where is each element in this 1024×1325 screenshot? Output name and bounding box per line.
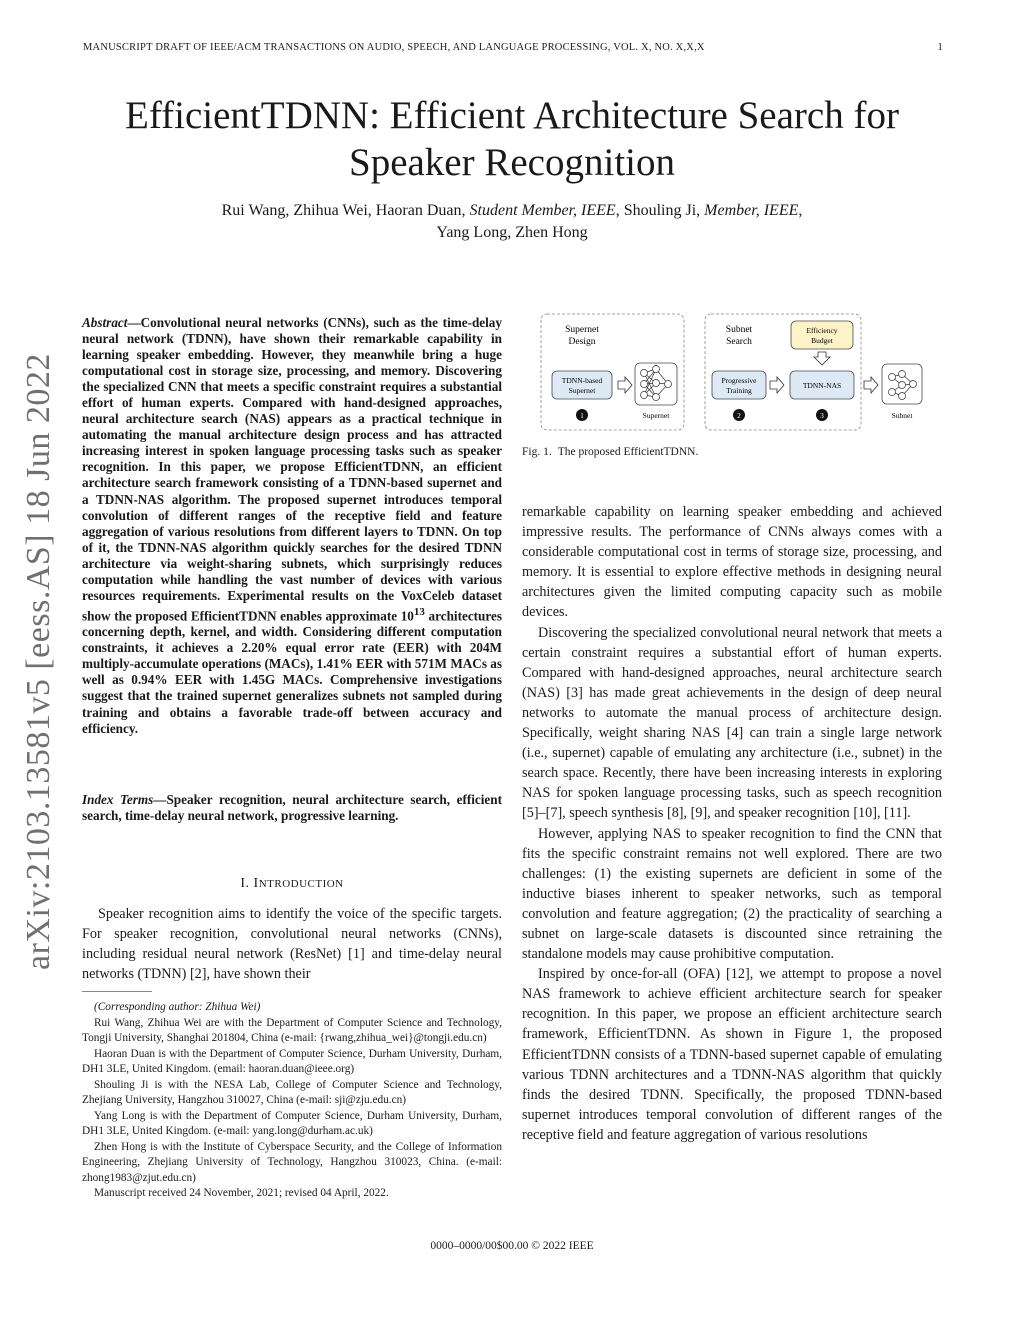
index-terms xyxy=(82,792,502,824)
author-role-1: Student Member, IEEE xyxy=(469,202,616,219)
supernet-output-label: Supernet xyxy=(642,411,670,420)
tdnn-nas-label: TDNN-NAS xyxy=(802,381,842,390)
footnote-affil-4: Yang Long is with the Department of Computer Science, Durham University, Durham, DH1 3LE, United Kingdom. (e-mail: yang.long@durham.ac.uk) xyxy=(82,1109,502,1137)
copyright-footer: 0000–0000/00$00.00 © 2022 IEEE xyxy=(430,1240,594,1252)
author-list xyxy=(60,200,964,244)
footnote-affil-5: Zhen Hong is with the Institute of Cyberspace Security, and the College of Information Engineering, Zhejiang University of Technology, Hangzhou 310023, China. (e-mail: zhong1983@zjut.edu.cn) xyxy=(82,1140,502,1184)
supernet-design-label-2: Design xyxy=(568,337,596,347)
authors-part-3: , xyxy=(798,202,803,219)
intro-text: Speaker recognition aims to identify the voice of the specific targets. For speaker recognition, convolutional neural networks (CNNs), including residual neural network (ResNet) [1] and time-delay neural networks (TDNN) [2], have shown their xyxy=(82,906,502,983)
authors-line-2: Yang Long, Zhen Hong xyxy=(436,224,588,241)
step-2-label: 2 xyxy=(737,411,741,420)
figure-1-diagram xyxy=(540,313,870,441)
intro-paragraph xyxy=(82,904,502,984)
figure-caption xyxy=(522,446,698,458)
tdnn-based-label-1: TDNN-based xyxy=(561,376,603,385)
arrow-right-icon xyxy=(618,377,632,393)
arrow-right-icon xyxy=(864,377,878,393)
step-1-label: 1 xyxy=(580,411,584,420)
page-number: 1 xyxy=(937,42,943,53)
section-rest: NTRODUCTION xyxy=(258,878,344,890)
supernet-design-label-1: Supernet xyxy=(565,325,599,335)
running-header xyxy=(83,42,943,53)
section-heading xyxy=(82,876,502,892)
index-terms-label: Index Terms xyxy=(82,792,154,807)
title-line-2: Speaker Recognition xyxy=(349,141,675,184)
footnote-corresponding: (Corresponding author: Zhihua Wei) xyxy=(94,1001,261,1013)
paper-title xyxy=(60,92,964,186)
footnote-affil-2: Haoran Duan is with the Department of Computer Science, Durham University, Durham, DH1 3LE, United Kingdom. (email: haoran.duan@ieee.org) xyxy=(82,1047,502,1075)
abstract-text: —Convolutional neural networks (CNNs), such as the time-delay neural network (TDNN), have shown their remarkable capability in learning speaker embedding. However, they meanwhile bring a huge computational cost in storage size, processing, and memory. Discovering the specialized CNN that meets a specific constraint requires a substantial effort of human experts. Compared with hand-designed approaches, neural architecture search (NAS) appears as a practical technique in automating the manual architecture design process and has attracted increasing interest in spoken language processing tasks such as speaker recognition. In this paper, we propose EfficientTDNN, an efficient architecture search framework consisting of a TDNN-based supernet and a TDNN-NAS algorithm. The proposed supernet introduces temporal convolution of different ranges of the receptive field and feature aggregation of various resolutions from different layers to TDNN. On top of it, the TDNN-NAS algorithm quickly searches for the desired TDNN architecture via weight-sharing subnets, which surprisingly reduces computation while handling the vast number of devices with various resources requirements. Experimental results on the VoxCeleb dataset show the proposed EfficientTDNN enables approximate 10 xyxy=(82,315,502,624)
authors-part-1: Rui Wang, Zhihua Wei, Haoran Duan, xyxy=(221,202,470,219)
arrow-right-icon xyxy=(770,377,784,393)
section-first-letter: I xyxy=(253,876,259,891)
subnet-output-diagram xyxy=(862,363,942,433)
progressive-training-label-2: Training xyxy=(726,386,752,395)
progressive-training-label-1: Progressive xyxy=(721,376,757,385)
abstract xyxy=(82,315,502,737)
paragraph-4: Inspired by once-for-all (OFA) [12], we attempt to propose a novel NAS framework to achieve efficient architecture search for speaker recognition. In this paper, we propose an efficient architecture search framework, EfficientTDNN. As shown in Figure 1, the proposed EfficientTDNN consists of a TDNN-based supernet capable of emulating various TDNN architectures and a TDNN-NAS algorithm that quickly finds the desired TDNN. Specifically, the proposed TDNN-based supernet introduces temporal convolution of different ranges of the receptive field and feature aggregation of various resolutions xyxy=(522,966,942,1143)
footnote-rule xyxy=(82,991,152,992)
caption-label: Fig. 1. xyxy=(522,446,552,458)
title-line-1: EfficientTDNN: Efficient Architecture Search for xyxy=(125,94,899,137)
subnet-search-label-2: Search xyxy=(726,337,752,347)
step-3-label: 3 xyxy=(820,411,824,420)
arrow-down-icon xyxy=(814,352,830,365)
abstract-text-2: architectures concerning depth, kernel, and width. Considering different computation constraints, it achieves a 2.20% equal error rate (EER) with 204M multiply-accumulate operations (MACs), 1.41% EER with 571M MACs as well as 0.94% EER with 1.45G MACs. Comprehensive investigations suggest that the trained supernet generalizes subnets not sampled during training and obtains a favorable trade-off between accuracy and efficiency. xyxy=(82,608,502,736)
paragraph-3: However, applying NAS to speaker recognition to find the CNN that fits the specific constraint remains not well explored. There are two challenges: (1) the existing supernets are deficient in some of the inductive biases inherent to speaker networks, such as temporal convolution and feature aggregation; (2) the practicality of searching a subnet on large-scale datasets is discounted since retraining the standalone models may cause prohibitive computation. xyxy=(522,825,942,963)
authors-line-1 xyxy=(60,200,964,222)
subnet-output-label: Subnet xyxy=(891,411,913,420)
authors-part-2: , Shouling Ji, xyxy=(615,202,705,219)
running-head-text: MANUSCRIPT DRAFT OF IEEE/ACM TRANSACTIONS ON AUDIO, SPEECH, AND LANGUAGE PROCESSING, VOL. X, NO. X,X,X xyxy=(83,42,705,53)
footnote-affil-3: Shouling Ji is with the NESA Lab, College of Computer Science and Technology, Zhejiang University, Hangzhou 310027, China (e-mail: sji@zju.edu.cn) xyxy=(82,1078,502,1106)
efficiency-budget-label-1: Efficiency xyxy=(806,326,838,335)
tdnn-based-label-2: Supernet xyxy=(568,386,596,395)
footnote-received: Manuscript received 24 November, 2021; revised 04 April, 2022. xyxy=(94,1187,389,1199)
abstract-exponent: 13 xyxy=(413,605,425,618)
index-terms-text: —Speaker recognition, neural architecture search, efficient search, time-delay neural network, progressive learning. xyxy=(82,792,502,824)
paragraph-2: Discovering the specialized convolutional neural network that meets a certain constraint requires a substantial effort of human experts. Compared with hand-designed approaches, neural architecture search (NAS) [3] has made great achievements in the design of deep neural networks to automate the manual process of architecture design. Specifically, weight sharing NAS [4] can train a single large network (i.e., supernet) capable of emulating any architecture (i.e., subnet) in the search space. Recently, there have been increasing interests in exploring NAS for spoken language processing tasks, such as speech recognition [5]–[7], speech synthesis [8], [9], and speaker recognition [10], [11]. xyxy=(522,624,942,822)
section-number: I. xyxy=(240,876,254,891)
caption-text: The proposed EfficientTDNN. xyxy=(557,446,699,458)
footnotes xyxy=(82,1000,502,1202)
paragraph-1: remarkable capability on learning speaker embedding and achieved impressive results. The performance of CNNs always comes with a considerable computational cost in terms of storage size, processing, and memory. It is essential to explore effective methods in designing neural architectures given the limited computing capacity such as mobile devices. xyxy=(522,504,942,621)
author-role-2: Member, IEEE xyxy=(704,202,799,219)
footnote-affil-1: Rui Wang, Zhihua Wei are with the Department of Computer Science and Technology, Tongji University, Shanghai 201804, China (e-mail: {rwang,zhihua_wei}@tongji.edu.cn) xyxy=(82,1016,502,1044)
efficiency-budget-label-2: Budget xyxy=(811,336,833,345)
subnet-search-label-1: Subnet xyxy=(725,325,753,335)
arxiv-identifier[interactable]: arXiv:2103.13581v5 [eess.AS] 18 Jun 2022 xyxy=(20,353,57,970)
abstract-label: Abstract xyxy=(82,315,128,330)
right-column-body xyxy=(522,502,942,1145)
